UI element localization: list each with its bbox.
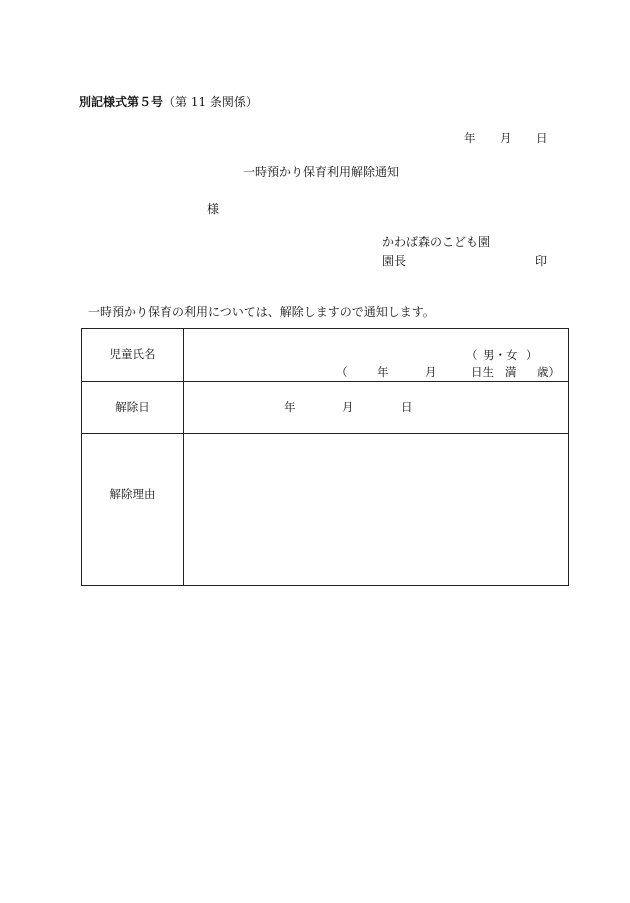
cancellation-reason-label: 解除理由 bbox=[109, 487, 156, 501]
form-table bbox=[81, 328, 569, 586]
gender-open-paren: （ bbox=[466, 348, 478, 362]
seal-mark: 印 bbox=[535, 254, 548, 268]
age-prefix: 満 bbox=[505, 365, 517, 379]
cancellation-date-label: 解除日 bbox=[115, 400, 150, 414]
recipient-suffix: 様 bbox=[207, 202, 220, 216]
form-number: 別記様式第５号 bbox=[79, 95, 164, 109]
birth-month-label: 月 bbox=[425, 365, 437, 379]
issuer-organization: かわば森のこども園 bbox=[382, 235, 491, 249]
document-title: 一時預かり保育利用解除通知 bbox=[243, 165, 400, 179]
form-article-reference: （第 11 条関係） bbox=[163, 95, 258, 109]
cancellation-day-label: 日 bbox=[401, 400, 413, 414]
child-name-label: 児童氏名 bbox=[109, 347, 156, 361]
age-suffix: 歳） bbox=[537, 365, 560, 379]
intro-text: 一時預かり保育の利用については、解除しますので通知します。 bbox=[88, 305, 435, 319]
cancellation-year-label: 年 bbox=[284, 400, 296, 414]
form-reference bbox=[79, 96, 258, 108]
table-column-divider bbox=[183, 329, 184, 585]
table-row-divider bbox=[82, 433, 568, 434]
date-month-label: 月 bbox=[500, 131, 512, 145]
birth-year-label: 年 bbox=[377, 365, 389, 379]
issuer-director-label: 園長 bbox=[382, 254, 407, 268]
cancellation-month-label: 月 bbox=[342, 400, 354, 414]
table-row-divider bbox=[82, 381, 568, 382]
date-year-label: 年 bbox=[464, 131, 476, 145]
date-day-label: 日 bbox=[536, 131, 548, 145]
gender-options: 男・女 bbox=[483, 348, 518, 362]
birth-open-paren: （ bbox=[336, 365, 348, 379]
birth-day-label: 日生 bbox=[471, 365, 494, 379]
gender-close-paren: ） bbox=[526, 348, 538, 362]
